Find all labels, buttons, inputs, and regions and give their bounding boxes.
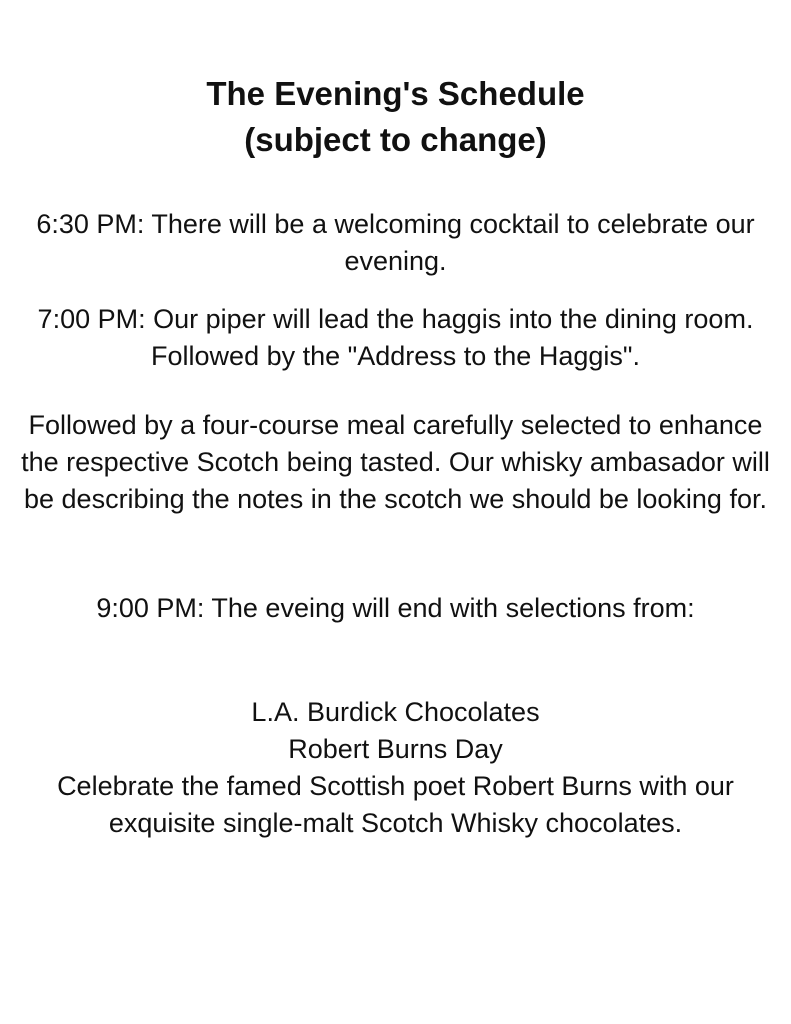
schedule-item-end: 9:00 PM: The eveing will end with selections from: [96,593,695,623]
chocolate-description: Celebrate the famed Scottish poet Robert Burns with our exquisite single-malt Scotch Whisky chocolates. [57,771,734,838]
schedule-item-meal: Followed by a four-course meal carefully selected to enhance the respective Scotch being tasted. Our whisky ambasador will be describing the notes in the scotch we should be looking for. [21,410,770,514]
schedule-subtitle: (subject to change) [244,121,547,158]
chocolate-occasion: Robert Burns Day [288,734,503,764]
schedule-title: The Evening's Schedule [206,75,585,112]
schedule-item-piper: 7:00 PM: Our piper will lead the haggis into the dining room. Followed by the "Address to the Haggis". [37,304,754,371]
schedule-item-cocktail: 6:30 PM: There will be a welcoming cocktail to celebrate our evening. [36,209,755,276]
chocolate-brand: L.A. Burdick Chocolates [251,697,540,727]
